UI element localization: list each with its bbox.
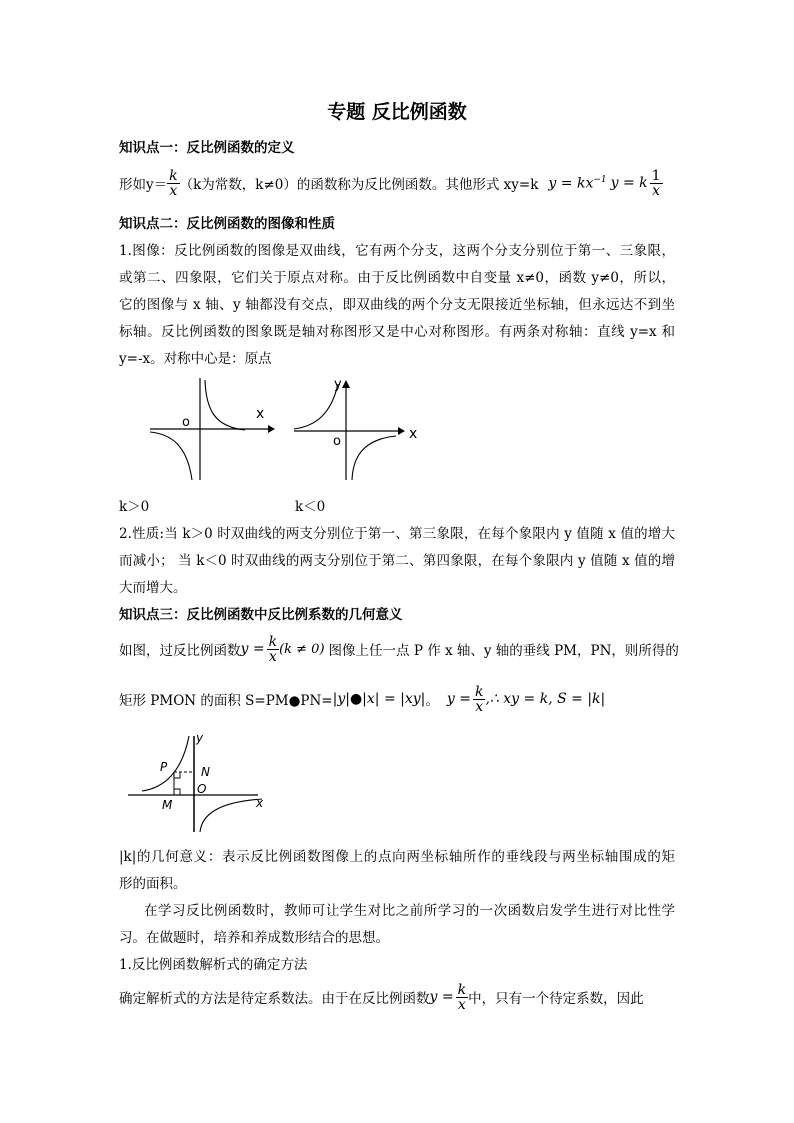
paragraph-line: 或第二、四象限，它们关于原点对称。由于反比例函数中自变量 x≠0，函数 y≠0，所以，	[119, 270, 675, 286]
fraction-denominator: x	[268, 648, 277, 665]
fraction-numerator: k	[474, 683, 484, 700]
method-line	[119, 975, 644, 1019]
hyperbola-graph-k-negative	[286, 374, 426, 489]
line-prefix: 如图，过反比例函数	[119, 643, 241, 659]
y-axis-label: y	[196, 732, 204, 745]
line-suffix: 图像上任一点 P 作 x 轴、y 轴的垂线 PM，PN，则所得的	[328, 643, 679, 659]
rectangle-pmon-graph	[124, 732, 274, 836]
fraction-numerator: 1	[651, 167, 661, 184]
graph-caption-k-negative: k＜0	[295, 499, 326, 515]
branch-quadrant-four	[200, 799, 262, 832]
y-equals: y =	[446, 691, 471, 707]
y-equals: y =	[429, 989, 454, 1005]
point-n-label: N	[201, 765, 210, 779]
graph-caption-k-positive: k＞0	[119, 499, 150, 515]
x-axis-label: x	[256, 796, 264, 810]
origin-label: o	[182, 415, 190, 430]
y-equals: y =	[240, 641, 265, 657]
geometry-line-1	[119, 628, 679, 670]
fraction-denominator: x	[169, 182, 178, 199]
branch-quadrant-three	[150, 432, 192, 480]
abs-expression: |y|●|x| = |xy|	[332, 691, 426, 707]
x-axis-arrow-icon	[398, 427, 405, 435]
section-heading-definition: 知识点一：反比例函数的定义	[119, 140, 295, 156]
paragraph-line: 而减小； 当 k＜0 时双曲线的两支分别位于第二、第四象限，在每个象限内 y 值随 x 值的增	[119, 553, 675, 569]
fraction-k-over-x	[456, 983, 468, 1012]
fraction-numerator: k	[268, 633, 278, 650]
geometry-line-2	[119, 678, 605, 720]
paragraph-line: 它的图像与 x 轴、y 轴都没有交点，即双曲线的两个分支无限接近坐标轴，但永远达不到坐	[119, 297, 675, 313]
point-m-label: M	[162, 798, 173, 812]
line-prefix: 确定解析式的方法是待定系数法。由于在反比例函数	[119, 991, 430, 1007]
def-prefix: 形如	[119, 177, 146, 193]
origin-label: O	[197, 782, 207, 796]
paragraph-line: 习。在做题时，培养和养成数形结合的思想。	[119, 930, 389, 946]
x-axis-label: x	[256, 406, 265, 422]
paragraph-line: y=-x。对称中心是：原点	[119, 351, 272, 367]
point-p-label: P	[160, 760, 168, 774]
period: 。	[425, 693, 439, 709]
fraction-k-over-x	[167, 169, 179, 198]
paragraph-line: 1.图像：反比例函数的图像是双曲线，它有两个分支，这两个分支分别位于第一、三象限，	[119, 243, 675, 259]
form-k-times-one-over-x: y = k	[610, 175, 648, 191]
subsection-heading: 1.反比例函数解析式的确定方法	[119, 957, 308, 973]
branch-quadrant-one	[205, 380, 245, 430]
paragraph-line: 标轴。反比例函数的图象既是轴对称图形又是中心对称图形。有两条对称轴：直线 y=x 和	[119, 324, 675, 340]
x-axis-arrow-icon	[268, 425, 275, 433]
form2-text: y = kx	[548, 175, 594, 192]
definition-line	[119, 162, 663, 204]
form-k-x-inverse	[548, 175, 606, 192]
fraction-denominator: x	[475, 698, 484, 715]
origin-label: o	[333, 434, 341, 449]
paragraph-line: 2.性质:当 k＞0 时双曲线的两支分别位于第一、第三象限，在每个象限内 y 值随 x 值的增大	[119, 526, 675, 542]
fraction-one-over-x	[650, 169, 663, 198]
therefore-expression: ,∴ xy = k, S = |k|	[485, 691, 606, 707]
page-title: 专题 反比例函数	[327, 101, 467, 123]
fraction-k-over-x	[473, 685, 485, 714]
paragraph-line: |k|的几何意义：表示反比例函数图像上的点向两坐标轴所作的垂线段与两坐标轴围成的矩	[119, 849, 675, 865]
right-angle-mark-m	[174, 789, 180, 795]
section-heading-graph-properties: 知识点二：反比例函数的图像和性质	[119, 216, 335, 232]
def-y: y＝	[146, 177, 168, 193]
branch-quadrant-two	[294, 384, 338, 429]
fraction-k-over-x	[267, 635, 279, 664]
branch-quadrant-four	[352, 436, 396, 480]
condition: (k ≠ 0)	[279, 641, 325, 657]
paragraph-line: 大而增大。	[119, 580, 187, 596]
fraction-denominator: x	[652, 182, 661, 199]
form2-exponent: −1	[593, 174, 607, 185]
y-axis-label: y	[334, 377, 342, 392]
fraction-numerator: k	[169, 167, 178, 184]
line-suffix: 中，只有一个待定系数，因此	[468, 991, 644, 1007]
fraction-denominator: x	[457, 996, 466, 1013]
fraction-numerator: k	[457, 981, 467, 998]
section-heading-geometric-meaning: 知识点三：反比例函数中反比例系数的几何意义	[119, 607, 403, 623]
x-axis-label: x	[409, 426, 418, 442]
right-angle-mark-n	[174, 772, 180, 778]
line-prefix: 矩形 PMON 的面积 S=PM●PN=	[119, 693, 333, 709]
hyperbola-graph-k-positive	[140, 372, 280, 487]
y-axis-arrow-icon	[342, 380, 350, 388]
paragraph-line: 形的面积。	[119, 876, 187, 892]
paragraph-line: 在学习反比例函数时，教师可让学生对比之前所学习的一次函数启发学生进行对比性学	[144, 903, 675, 919]
def-paren: （k为常数，k≠0）的函数称为反比例函数。其他形式 xy=k	[179, 177, 539, 193]
